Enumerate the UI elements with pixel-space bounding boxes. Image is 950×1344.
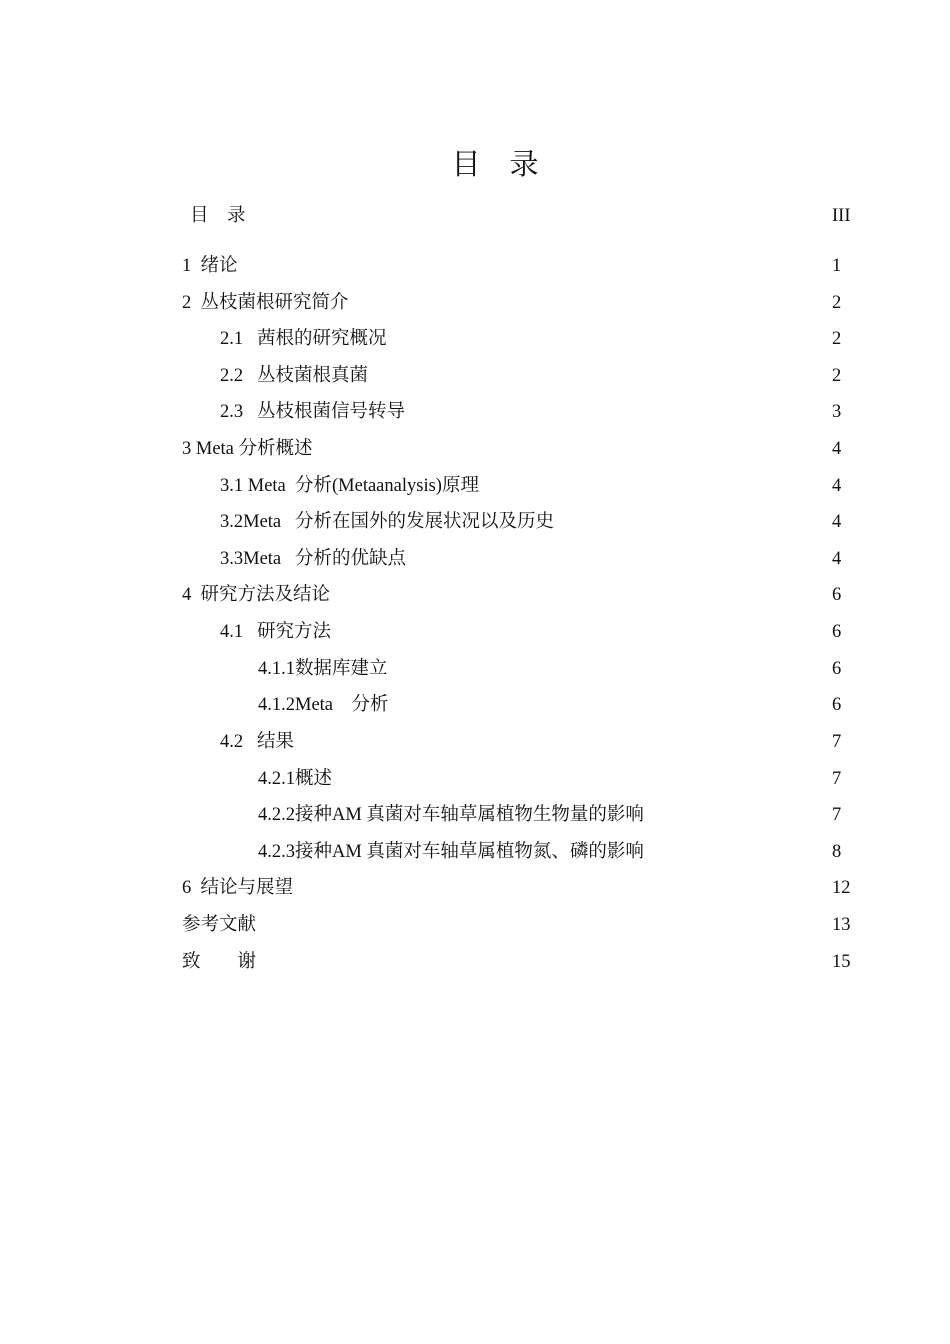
toc-entry-label: 4.1 研究方法 (220, 622, 332, 642)
toc-entry-page: 15 (832, 952, 851, 972)
toc-entry-label: 4.1.2Meta 分析 (258, 695, 389, 715)
toc-entry-4-2-2[interactable] (0, 800, 950, 830)
toc-entry-2-2[interactable] (0, 361, 950, 391)
toc-entry-label: 2 丛枝菌根研究简介 (182, 293, 349, 313)
toc-entry-references[interactable] (0, 910, 950, 940)
toc-entry-page: 4 (832, 549, 842, 569)
toc-entry-label: 3.3Meta 分析的优缺点 (220, 549, 407, 569)
toc-entry-page: 6 (832, 622, 842, 642)
toc-entry-toc[interactable] (0, 201, 950, 231)
toc-entry-4[interactable] (0, 580, 950, 610)
toc-entry-page: 4 (832, 439, 842, 459)
toc-entry-label: 4 研究方法及结论 (182, 585, 331, 605)
toc-entry-page: 6 (832, 585, 842, 605)
page-title: 目 录 (451, 147, 539, 181)
toc-entry-page: 4 (832, 476, 842, 496)
toc-entry-page: 7 (832, 805, 842, 825)
toc-entry-page: 1 (832, 256, 842, 276)
toc-entry-4-1-2[interactable] (0, 690, 950, 720)
toc-entry-6[interactable] (0, 873, 950, 903)
toc-entry-4-1[interactable] (0, 617, 950, 647)
toc-entry-page: 8 (832, 842, 842, 862)
toc-entry-label: 4.2.1概述 (258, 769, 333, 789)
toc-entry-3-1[interactable] (0, 471, 950, 501)
toc-entry-label: 4.2 结果 (220, 732, 295, 752)
toc-entry-page: 2 (832, 329, 842, 349)
toc-entry-label: 致 谢 (182, 952, 257, 972)
toc-entry-4-1-1[interactable] (0, 654, 950, 684)
toc-entry-label: 6 结论与展望 (182, 878, 294, 898)
toc-entry-2-3[interactable] (0, 397, 950, 427)
toc-entry-3[interactable] (0, 434, 950, 464)
toc-entry-page: 7 (832, 769, 842, 789)
toc-entry-label: 3.2Meta 分析在国外的发展状况以及历史 (220, 512, 555, 532)
toc-entry-page: 12 (832, 878, 851, 898)
toc-entry-4-2[interactable] (0, 727, 950, 757)
toc-entry-label: 1 绪论 (182, 256, 238, 276)
toc-entry-label: 4.2.2接种AM 真菌对车轴草属植物生物量的影响 (258, 805, 644, 825)
toc-entry-label: 3 Meta 分析概述 (182, 439, 313, 459)
toc-entry-label: 目 录 (190, 206, 246, 226)
toc-entry-label: 2.3 丛枝根菌信号转导 (220, 402, 406, 422)
toc-entry-3-2[interactable] (0, 507, 950, 537)
toc-entry-label: 4.2.3接种AM 真菌对车轴草属植物氮、磷的影响 (258, 842, 644, 862)
toc-entry-label: 2.2 丛枝菌根真菌 (220, 366, 369, 386)
toc-entry-2[interactable] (0, 288, 950, 318)
toc-entry-3-3[interactable] (0, 544, 950, 574)
toc-entry-acknowledgements[interactable] (0, 947, 950, 977)
toc-entry-page: 4 (832, 512, 842, 532)
toc-entry-label: 参考文献 (182, 915, 257, 935)
toc-entry-page: 2 (832, 293, 842, 313)
toc-entry-page: 6 (832, 659, 842, 679)
toc-entry-label: 3.1 Meta 分析(Metaanalysis)原理 (220, 476, 479, 496)
toc-entry-page: 2 (832, 366, 842, 386)
toc-entry-page: III (832, 206, 851, 226)
toc-entry-4-2-1[interactable] (0, 764, 950, 794)
toc-entry-page: 3 (832, 402, 842, 422)
toc-entry-page: 7 (832, 732, 842, 752)
toc-entry-label: 4.1.1数据库建立 (258, 659, 388, 679)
toc-entry-label: 2.1 茜根的研究概况 (220, 329, 387, 349)
toc-entry-page: 13 (832, 915, 851, 935)
toc-entry-1[interactable] (0, 251, 950, 281)
toc-entry-4-2-3[interactable] (0, 837, 950, 867)
toc-entry-page: 6 (832, 695, 842, 715)
toc-entry-2-1[interactable] (0, 324, 950, 354)
